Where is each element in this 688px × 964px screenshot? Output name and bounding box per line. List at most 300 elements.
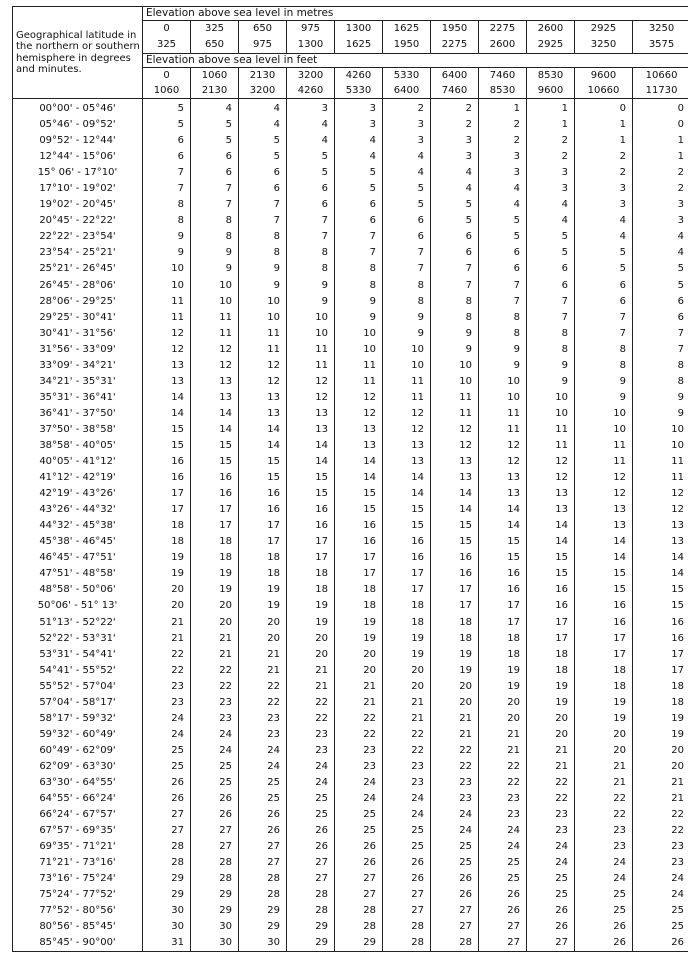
value-cell: 23 xyxy=(143,695,191,711)
value-cell: 0 xyxy=(633,99,688,117)
value-cell: 17 xyxy=(287,550,335,566)
value-cell: 11 xyxy=(431,390,479,406)
value-cell: 19 xyxy=(575,695,633,711)
value-cell: 13 xyxy=(479,470,527,486)
table-row xyxy=(13,823,688,839)
value-cell: 8 xyxy=(143,197,191,213)
table-row xyxy=(13,422,688,438)
value-cell: 5 xyxy=(575,261,633,277)
value-cell: 30 xyxy=(143,903,191,919)
value-cell: 18 xyxy=(479,631,527,647)
value-cell: 8 xyxy=(633,358,688,374)
value-cell: 6 xyxy=(287,181,335,197)
value-cell: 27 xyxy=(335,887,383,903)
latitude-range-cell: 85°45' - 90°00' xyxy=(13,935,143,952)
table-row xyxy=(13,470,688,486)
value-cell: 22 xyxy=(479,759,527,775)
value-cell: 13 xyxy=(575,502,633,518)
value-cell: 6 xyxy=(335,213,383,229)
value-cell: 6 xyxy=(479,261,527,277)
value-cell: 16 xyxy=(479,582,527,598)
value-cell: 22 xyxy=(431,759,479,775)
value-cell: 19 xyxy=(287,615,335,631)
value-cell: 22 xyxy=(527,775,575,791)
value-cell: 12 xyxy=(633,486,688,502)
table-row xyxy=(13,711,688,727)
value-cell: 24 xyxy=(239,743,287,759)
value-cell: 23 xyxy=(287,743,335,759)
value-cell: 17 xyxy=(633,663,688,679)
value-cell: 3 xyxy=(575,181,633,197)
value-cell: 10 xyxy=(143,278,191,294)
value-cell: 22 xyxy=(143,647,191,663)
value-cell: 24 xyxy=(335,791,383,807)
value-cell: 9 xyxy=(479,358,527,374)
value-cell: 28 xyxy=(191,855,239,871)
latitude-range-cell: 63°30' - 64°55' xyxy=(13,775,143,791)
value-cell: 5 xyxy=(431,213,479,229)
value-cell: 15 xyxy=(479,534,527,550)
value-cell: 6 xyxy=(383,229,431,245)
value-cell: 8 xyxy=(239,229,287,245)
value-cell: 5 xyxy=(527,229,575,245)
value-cell: 28 xyxy=(335,919,383,935)
value-cell: 11 xyxy=(431,406,479,422)
value-cell: 23 xyxy=(143,679,191,695)
value-cell: 13 xyxy=(191,390,239,406)
metres-to-cell: 650 xyxy=(191,37,239,54)
latitude-range-cell: 42°19' - 43°26' xyxy=(13,486,143,502)
value-cell: 5 xyxy=(287,149,335,165)
latitude-range-cell: 12°44' - 15°06' xyxy=(13,149,143,165)
value-cell: 9 xyxy=(239,278,287,294)
latitude-range-cell: 30°41' - 31°56' xyxy=(13,326,143,342)
value-cell: 7 xyxy=(479,294,527,310)
value-cell: 8 xyxy=(239,245,287,261)
value-cell: 12 xyxy=(239,358,287,374)
value-cell: 19 xyxy=(527,679,575,695)
value-cell: 15 xyxy=(143,438,191,454)
value-cell: 10 xyxy=(335,342,383,358)
value-cell: 23 xyxy=(479,791,527,807)
table-row xyxy=(13,550,688,566)
value-cell: 3 xyxy=(527,181,575,197)
value-cell: 25 xyxy=(335,823,383,839)
value-cell: 28 xyxy=(191,871,239,887)
table-row xyxy=(13,839,688,855)
value-cell: 12 xyxy=(633,502,688,518)
feet-band-header: Elevation above sea level in feet xyxy=(143,54,688,68)
value-cell: 8 xyxy=(287,261,335,277)
metres-to-cell: 1625 xyxy=(335,37,383,54)
value-cell: 20 xyxy=(527,711,575,727)
value-cell: 17 xyxy=(143,486,191,502)
value-cell: 11 xyxy=(575,438,633,454)
metres-from-cell: 1950 xyxy=(431,21,479,38)
value-cell: 9 xyxy=(191,245,239,261)
latitude-range-cell: 19°02' - 20°45' xyxy=(13,197,143,213)
value-cell: 13 xyxy=(575,518,633,534)
value-cell: 20 xyxy=(287,647,335,663)
value-cell: 25 xyxy=(527,871,575,887)
value-cell: 18 xyxy=(191,550,239,566)
metres-from-cell: 1625 xyxy=(383,21,431,38)
value-cell: 18 xyxy=(527,647,575,663)
latitude-range-cell: 34°21' - 35°31' xyxy=(13,374,143,390)
table-row xyxy=(13,791,688,807)
value-cell: 20 xyxy=(143,598,191,614)
value-cell: 13 xyxy=(527,502,575,518)
value-cell: 20 xyxy=(383,679,431,695)
value-cell: 18 xyxy=(239,550,287,566)
value-cell: 2 xyxy=(383,99,431,117)
metres-from-cell: 2600 xyxy=(527,21,575,38)
value-cell: 23 xyxy=(335,759,383,775)
value-cell: 11 xyxy=(287,342,335,358)
value-cell: 19 xyxy=(383,631,431,647)
value-cell: 21 xyxy=(527,759,575,775)
value-cell: 11 xyxy=(143,310,191,326)
value-cell: 24 xyxy=(143,711,191,727)
value-cell: 16 xyxy=(143,470,191,486)
value-cell: 9 xyxy=(239,261,287,277)
metres-from-cell: 2275 xyxy=(479,21,527,38)
value-cell: 19 xyxy=(527,695,575,711)
value-cell: 16 xyxy=(335,518,383,534)
value-cell: 25 xyxy=(575,887,633,903)
value-cell: 23 xyxy=(575,823,633,839)
value-cell: 20 xyxy=(191,615,239,631)
table-row xyxy=(13,229,688,245)
value-cell: 4 xyxy=(239,99,287,117)
value-cell: 8 xyxy=(143,213,191,229)
value-cell: 27 xyxy=(431,919,479,935)
value-cell: 1 xyxy=(575,117,633,133)
value-cell: 6 xyxy=(191,149,239,165)
value-cell: 7 xyxy=(287,229,335,245)
value-cell: 25 xyxy=(479,871,527,887)
latitude-range-cell: 48°58' - 50°06' xyxy=(13,582,143,598)
latitude-range-cell: 22°22' - 23°54' xyxy=(13,229,143,245)
table-row xyxy=(13,294,688,310)
value-cell: 20 xyxy=(143,582,191,598)
value-cell: 11 xyxy=(383,390,431,406)
value-cell: 16 xyxy=(431,550,479,566)
value-cell: 10 xyxy=(479,390,527,406)
value-cell: 4 xyxy=(287,117,335,133)
value-cell: 12 xyxy=(335,406,383,422)
value-cell: 9 xyxy=(287,294,335,310)
value-cell: 11 xyxy=(633,454,688,470)
value-cell: 14 xyxy=(143,406,191,422)
value-cell: 16 xyxy=(143,454,191,470)
value-cell: 18 xyxy=(575,663,633,679)
value-cell: 1 xyxy=(633,149,688,165)
value-cell: 6 xyxy=(633,310,688,326)
value-cell: 17 xyxy=(335,550,383,566)
value-cell: 15 xyxy=(191,438,239,454)
value-cell: 26 xyxy=(191,791,239,807)
value-cell: 25 xyxy=(431,855,479,871)
value-cell: 12 xyxy=(191,342,239,358)
value-cell: 18 xyxy=(431,631,479,647)
latitude-range-cell: 59°32' - 60°49' xyxy=(13,727,143,743)
value-cell: 29 xyxy=(335,935,383,952)
value-cell: 24 xyxy=(633,887,688,903)
value-cell: 20 xyxy=(383,663,431,679)
value-cell: 4 xyxy=(575,213,633,229)
value-cell: 6 xyxy=(527,278,575,294)
value-cell: 23 xyxy=(479,807,527,823)
value-cell: 25 xyxy=(143,759,191,775)
value-cell: 12 xyxy=(239,374,287,390)
latitude-range-cell: 15° 06' - 17°10' xyxy=(13,165,143,181)
value-cell: 15 xyxy=(383,502,431,518)
value-cell: 18 xyxy=(287,566,335,582)
latitude-range-cell: 40°05' - 41°12' xyxy=(13,454,143,470)
value-cell: 13 xyxy=(383,454,431,470)
value-cell: 25 xyxy=(143,743,191,759)
value-cell: 27 xyxy=(287,871,335,887)
value-cell: 1 xyxy=(575,133,633,149)
value-cell: 24 xyxy=(287,775,335,791)
value-cell: 22 xyxy=(633,823,688,839)
value-cell: 12 xyxy=(575,486,633,502)
value-cell: 17 xyxy=(239,518,287,534)
value-cell: 17 xyxy=(479,615,527,631)
value-cell: 16 xyxy=(633,615,688,631)
value-cell: 13 xyxy=(633,518,688,534)
table-row xyxy=(13,310,688,326)
table-row xyxy=(13,342,688,358)
value-cell: 10 xyxy=(575,422,633,438)
value-cell: 13 xyxy=(191,374,239,390)
value-cell: 14 xyxy=(633,550,688,566)
value-cell: 12 xyxy=(143,326,191,342)
latitude-range-cell: 20°45' - 22°22' xyxy=(13,213,143,229)
value-cell: 22 xyxy=(239,695,287,711)
value-cell: 8 xyxy=(527,326,575,342)
value-cell: 6 xyxy=(431,229,479,245)
value-cell: 9 xyxy=(431,326,479,342)
value-cell: 10 xyxy=(239,294,287,310)
value-cell: 14 xyxy=(191,406,239,422)
feet-to-value: 3200 xyxy=(249,84,276,96)
value-cell: 2 xyxy=(527,149,575,165)
value-cell: 4 xyxy=(383,165,431,181)
value-cell: 3 xyxy=(335,99,383,117)
value-cell: 14 xyxy=(335,470,383,486)
value-cell: 10 xyxy=(191,294,239,310)
value-cell: 25 xyxy=(383,839,431,855)
value-cell: 25 xyxy=(335,807,383,823)
value-cell: 15 xyxy=(287,470,335,486)
value-cell: 17 xyxy=(575,631,633,647)
value-cell: 11 xyxy=(239,342,287,358)
value-cell: 16 xyxy=(575,615,633,631)
value-cell: 21 xyxy=(239,647,287,663)
value-cell: 2 xyxy=(633,165,688,181)
value-cell: 1 xyxy=(527,117,575,133)
table-row xyxy=(13,935,688,952)
metres-from-cell: 2925 xyxy=(575,21,633,38)
value-cell: 2 xyxy=(575,165,633,181)
latitude-range-cell: 51°13' - 52°22' xyxy=(13,615,143,631)
value-cell: 19 xyxy=(633,727,688,743)
value-cell: 28 xyxy=(143,855,191,871)
value-cell: 22 xyxy=(383,727,431,743)
value-cell: 21 xyxy=(575,759,633,775)
value-cell: 9 xyxy=(287,278,335,294)
value-cell: 14 xyxy=(527,518,575,534)
value-cell: 27 xyxy=(239,855,287,871)
metres-from-cell: 1300 xyxy=(335,21,383,38)
value-cell: 13 xyxy=(527,486,575,502)
value-cell: 3 xyxy=(287,99,335,117)
value-cell: 26 xyxy=(335,839,383,855)
value-cell: 15 xyxy=(287,486,335,502)
value-cell: 11 xyxy=(239,326,287,342)
value-cell: 13 xyxy=(335,422,383,438)
value-cell: 12 xyxy=(191,358,239,374)
value-cell: 26 xyxy=(143,791,191,807)
value-cell: 6 xyxy=(287,197,335,213)
value-cell: 10 xyxy=(527,390,575,406)
value-cell: 29 xyxy=(287,919,335,935)
value-cell: 7 xyxy=(431,278,479,294)
latitude-range-cell: 37°50' - 38°58' xyxy=(13,422,143,438)
value-cell: 6 xyxy=(191,165,239,181)
value-cell: 7 xyxy=(191,181,239,197)
value-cell: 8 xyxy=(633,374,688,390)
value-cell: 26 xyxy=(527,919,575,935)
value-cell: 20 xyxy=(431,695,479,711)
value-cell: 25 xyxy=(431,839,479,855)
value-cell: 2 xyxy=(479,133,527,149)
value-cell: 15 xyxy=(527,550,575,566)
feet-from-value: 6400 xyxy=(441,69,468,81)
value-cell: 28 xyxy=(383,935,431,952)
value-cell: 14 xyxy=(239,422,287,438)
value-cell: 25 xyxy=(575,903,633,919)
value-cell: 19 xyxy=(335,615,383,631)
latitude-range-cell: 53°31' - 54°41' xyxy=(13,647,143,663)
value-cell: 10 xyxy=(287,326,335,342)
value-cell: 30 xyxy=(191,919,239,935)
feet-from-value: 5330 xyxy=(393,69,420,81)
value-cell: 27 xyxy=(479,935,527,952)
table-row xyxy=(13,775,688,791)
metres-to-cell: 3575 xyxy=(633,37,688,54)
metres-to-cell: 975 xyxy=(239,37,287,54)
value-cell: 16 xyxy=(431,566,479,582)
value-cell: 6 xyxy=(479,245,527,261)
value-cell: 22 xyxy=(575,807,633,823)
value-cell: 5 xyxy=(527,245,575,261)
feet-range-cell xyxy=(431,68,479,99)
value-cell: 7 xyxy=(335,245,383,261)
value-cell: 9 xyxy=(633,406,688,422)
value-cell: 17 xyxy=(239,534,287,550)
value-cell: 15 xyxy=(431,518,479,534)
value-cell: 19 xyxy=(431,647,479,663)
value-cell: 14 xyxy=(575,534,633,550)
value-cell: 24 xyxy=(335,775,383,791)
value-cell: 26 xyxy=(287,839,335,855)
feet-range-cell xyxy=(191,68,239,99)
value-cell: 17 xyxy=(527,615,575,631)
latitude-range-cell: 29°25' - 30°41' xyxy=(13,310,143,326)
feet-range-cell xyxy=(575,68,633,99)
value-cell: 17 xyxy=(527,631,575,647)
value-cell: 31 xyxy=(143,935,191,952)
value-cell: 16 xyxy=(239,502,287,518)
value-cell: 20 xyxy=(191,598,239,614)
value-cell: 23 xyxy=(431,775,479,791)
value-cell: 26 xyxy=(479,903,527,919)
value-cell: 15 xyxy=(431,534,479,550)
feet-from-value: 3200 xyxy=(297,69,324,81)
latitude-range-cell: 17°10' - 19°02' xyxy=(13,181,143,197)
metres-to-cell: 1950 xyxy=(383,37,431,54)
value-cell: 15 xyxy=(633,598,688,614)
value-cell: 9 xyxy=(575,390,633,406)
value-cell: 16 xyxy=(527,582,575,598)
value-cell: 0 xyxy=(633,117,688,133)
value-cell: 27 xyxy=(383,903,431,919)
value-cell: 13 xyxy=(383,438,431,454)
feet-to-value: 8530 xyxy=(489,84,516,96)
feet-from-value: 1060 xyxy=(201,69,228,81)
value-cell: 12 xyxy=(143,342,191,358)
value-cell: 8 xyxy=(479,310,527,326)
value-cell: 7 xyxy=(527,294,575,310)
value-cell: 27 xyxy=(335,871,383,887)
value-cell: 6 xyxy=(335,197,383,213)
value-cell: 19 xyxy=(479,663,527,679)
table-row xyxy=(13,598,688,614)
value-cell: 8 xyxy=(287,245,335,261)
latitude-range-cell: 52°22' - 53°31' xyxy=(13,631,143,647)
table-row xyxy=(13,582,688,598)
value-cell: 26 xyxy=(431,887,479,903)
value-cell: 21 xyxy=(143,615,191,631)
value-cell: 13 xyxy=(479,486,527,502)
value-cell: 4 xyxy=(191,99,239,117)
value-cell: 17 xyxy=(191,518,239,534)
value-cell: 24 xyxy=(575,855,633,871)
value-cell: 18 xyxy=(335,598,383,614)
value-cell: 15 xyxy=(143,422,191,438)
value-cell: 24 xyxy=(431,807,479,823)
value-cell: 3 xyxy=(633,197,688,213)
value-cell: 12 xyxy=(383,406,431,422)
value-cell: 5 xyxy=(335,165,383,181)
value-cell: 5 xyxy=(239,149,287,165)
value-cell: 5 xyxy=(143,117,191,133)
latitude-range-cell: 25°21' - 26°45' xyxy=(13,261,143,277)
value-cell: 19 xyxy=(431,663,479,679)
latitude-range-cell: 60°49' - 62°09' xyxy=(13,743,143,759)
feet-range-cell xyxy=(633,68,688,99)
table-row xyxy=(13,245,688,261)
value-cell: 14 xyxy=(527,534,575,550)
value-cell: 17 xyxy=(383,582,431,598)
value-cell: 23 xyxy=(383,775,431,791)
value-cell: 3 xyxy=(575,197,633,213)
value-cell: 13 xyxy=(335,438,383,454)
value-cell: 23 xyxy=(575,839,633,855)
